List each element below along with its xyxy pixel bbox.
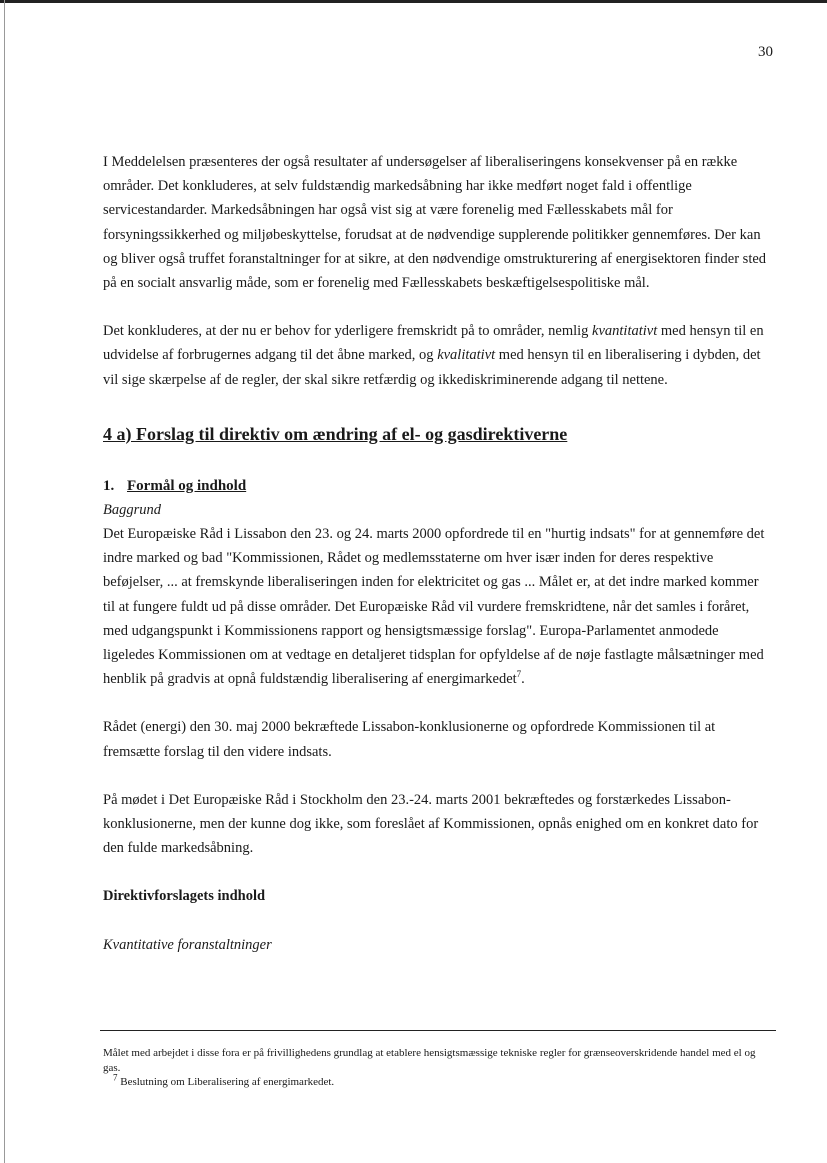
direktivforslag-heading: Direktivforslagets indhold xyxy=(103,888,266,905)
footnote-ref-7: 7 xyxy=(516,669,522,680)
subsection-number: 1. xyxy=(103,477,115,494)
paragraph-text: med hensyn til en liberalisering i dybden, det vil sige skærpelse af de regler, der skal sikre retfærdig og ikkediskriminerende adgang til nettene. xyxy=(103,347,761,388)
footnotes xyxy=(103,1046,763,1090)
baggrund-heading: Baggrund xyxy=(103,501,161,518)
paragraph-konkluderes xyxy=(103,319,773,392)
footnote-7-number: 7 xyxy=(113,1072,118,1083)
page-number: 30 xyxy=(758,44,773,60)
paragraph-raadet: Rådet (energi) den 30. maj 2000 bekræftede Lissabon-konklusionerne og opfordrede Kommissionen til at fremsætte forslag til den videre indsats. xyxy=(103,719,716,760)
left-scan-edge xyxy=(4,0,5,1163)
footnote-6: Målet med arbejdet i disse fora er på frivillighedens grundlag at etablere hensigtsmæssige tekniske regler for grænseoverskridende handel med el og gas. xyxy=(103,1047,756,1074)
paragraph-meddelelsen: I Meddelelsen præsenteres der også resultater af undersøgelser af liberaliseringens konsekvenser på en række områder. Det konkluderes, at selv fuldstændig markedsåbning har ikke medført noget fald i offentlige servicestandarder. Markedsåbningen har også vist sig at være forenelig med Fællesskabets mål for forsyningssikkerhed og miljøbeskyttelse, forudsat at de nødvendige supplerende politikker gennemføres. Der kan og bliver også truffet foranstaltninger for at sikre, at den nødvendige omstrukturering af energisektoren finder sted på en socialt ansvarlig måde, som er forenelig med Fællesskabets beskæftigelsespolitiske mål. xyxy=(103,154,767,292)
kvantitative-heading: Kvantitative foranstaltninger xyxy=(103,936,272,953)
paragraph-end: . xyxy=(521,671,525,688)
paragraph-text: Det Europæiske Råd i Lissabon den 23. og 24. marts 2000 opfordrede til en "hurtig indsats" for at gennemføre det indre marked og bad "Kommissionen, Rådet og medlemsstaterne om hver især inden for deres respektive beføjelser, ... at fremskynde liberaliseringen inden for elektricitet og gas ... Målet er, at det indre marked kommer til at fungere fuldt ud på disse områder. Det Europæiske Råd vil vurdere fremskridtene, når det samles i foråret, med udgangspunkt i Kommissionens rapport og hensigtsmæssige forslag". Europa-Parlamentet anmodede ligeledes Kommissionen om at vedtage en detaljeret tidsplan for opfyldelse af de nøje fastlagte målsætninger med henblik på gradvis at opnå fuldstændig liberalisering af energimarkedet xyxy=(103,526,765,688)
footnote-separator xyxy=(100,1030,776,1031)
top-border-line xyxy=(0,0,827,3)
paragraph-text: med hensyn til en udvidelse af forbrugernes adgang til det åbne marked, og xyxy=(103,323,764,364)
subsection-title: Formål og indhold xyxy=(127,477,247,494)
paragraph-text: Det konkluderes, at der nu er behov for yderligere fremskridt på to områder, nemlig xyxy=(103,323,593,340)
footnote-7-text: Beslutning om Liberalisering af energimarkedet. xyxy=(120,1076,335,1088)
paragraph-stockholm: På mødet i Det Europæiske Råd i Stockholm den 23.-24. marts 2001 bekræftedes og forstærkedes Lissabon-konklusionerne, men der kunne dog ikke, som foreslået af Kommissionen, opnås enighed om en konkret dato for den fulde markedsåbning. xyxy=(103,791,759,857)
subsection-heading xyxy=(103,474,773,498)
emphasis-kvantitativt: kvantitativt xyxy=(592,323,658,340)
paragraph-lissabon xyxy=(103,522,773,691)
document-body xyxy=(103,150,773,957)
section-heading: 4 a) Forslag til direktiv om ændring af el- og gasdirektiverne xyxy=(103,423,568,444)
footnote-7 xyxy=(103,1072,763,1090)
emphasis-kvalitativt: kvalitativt xyxy=(437,347,496,364)
